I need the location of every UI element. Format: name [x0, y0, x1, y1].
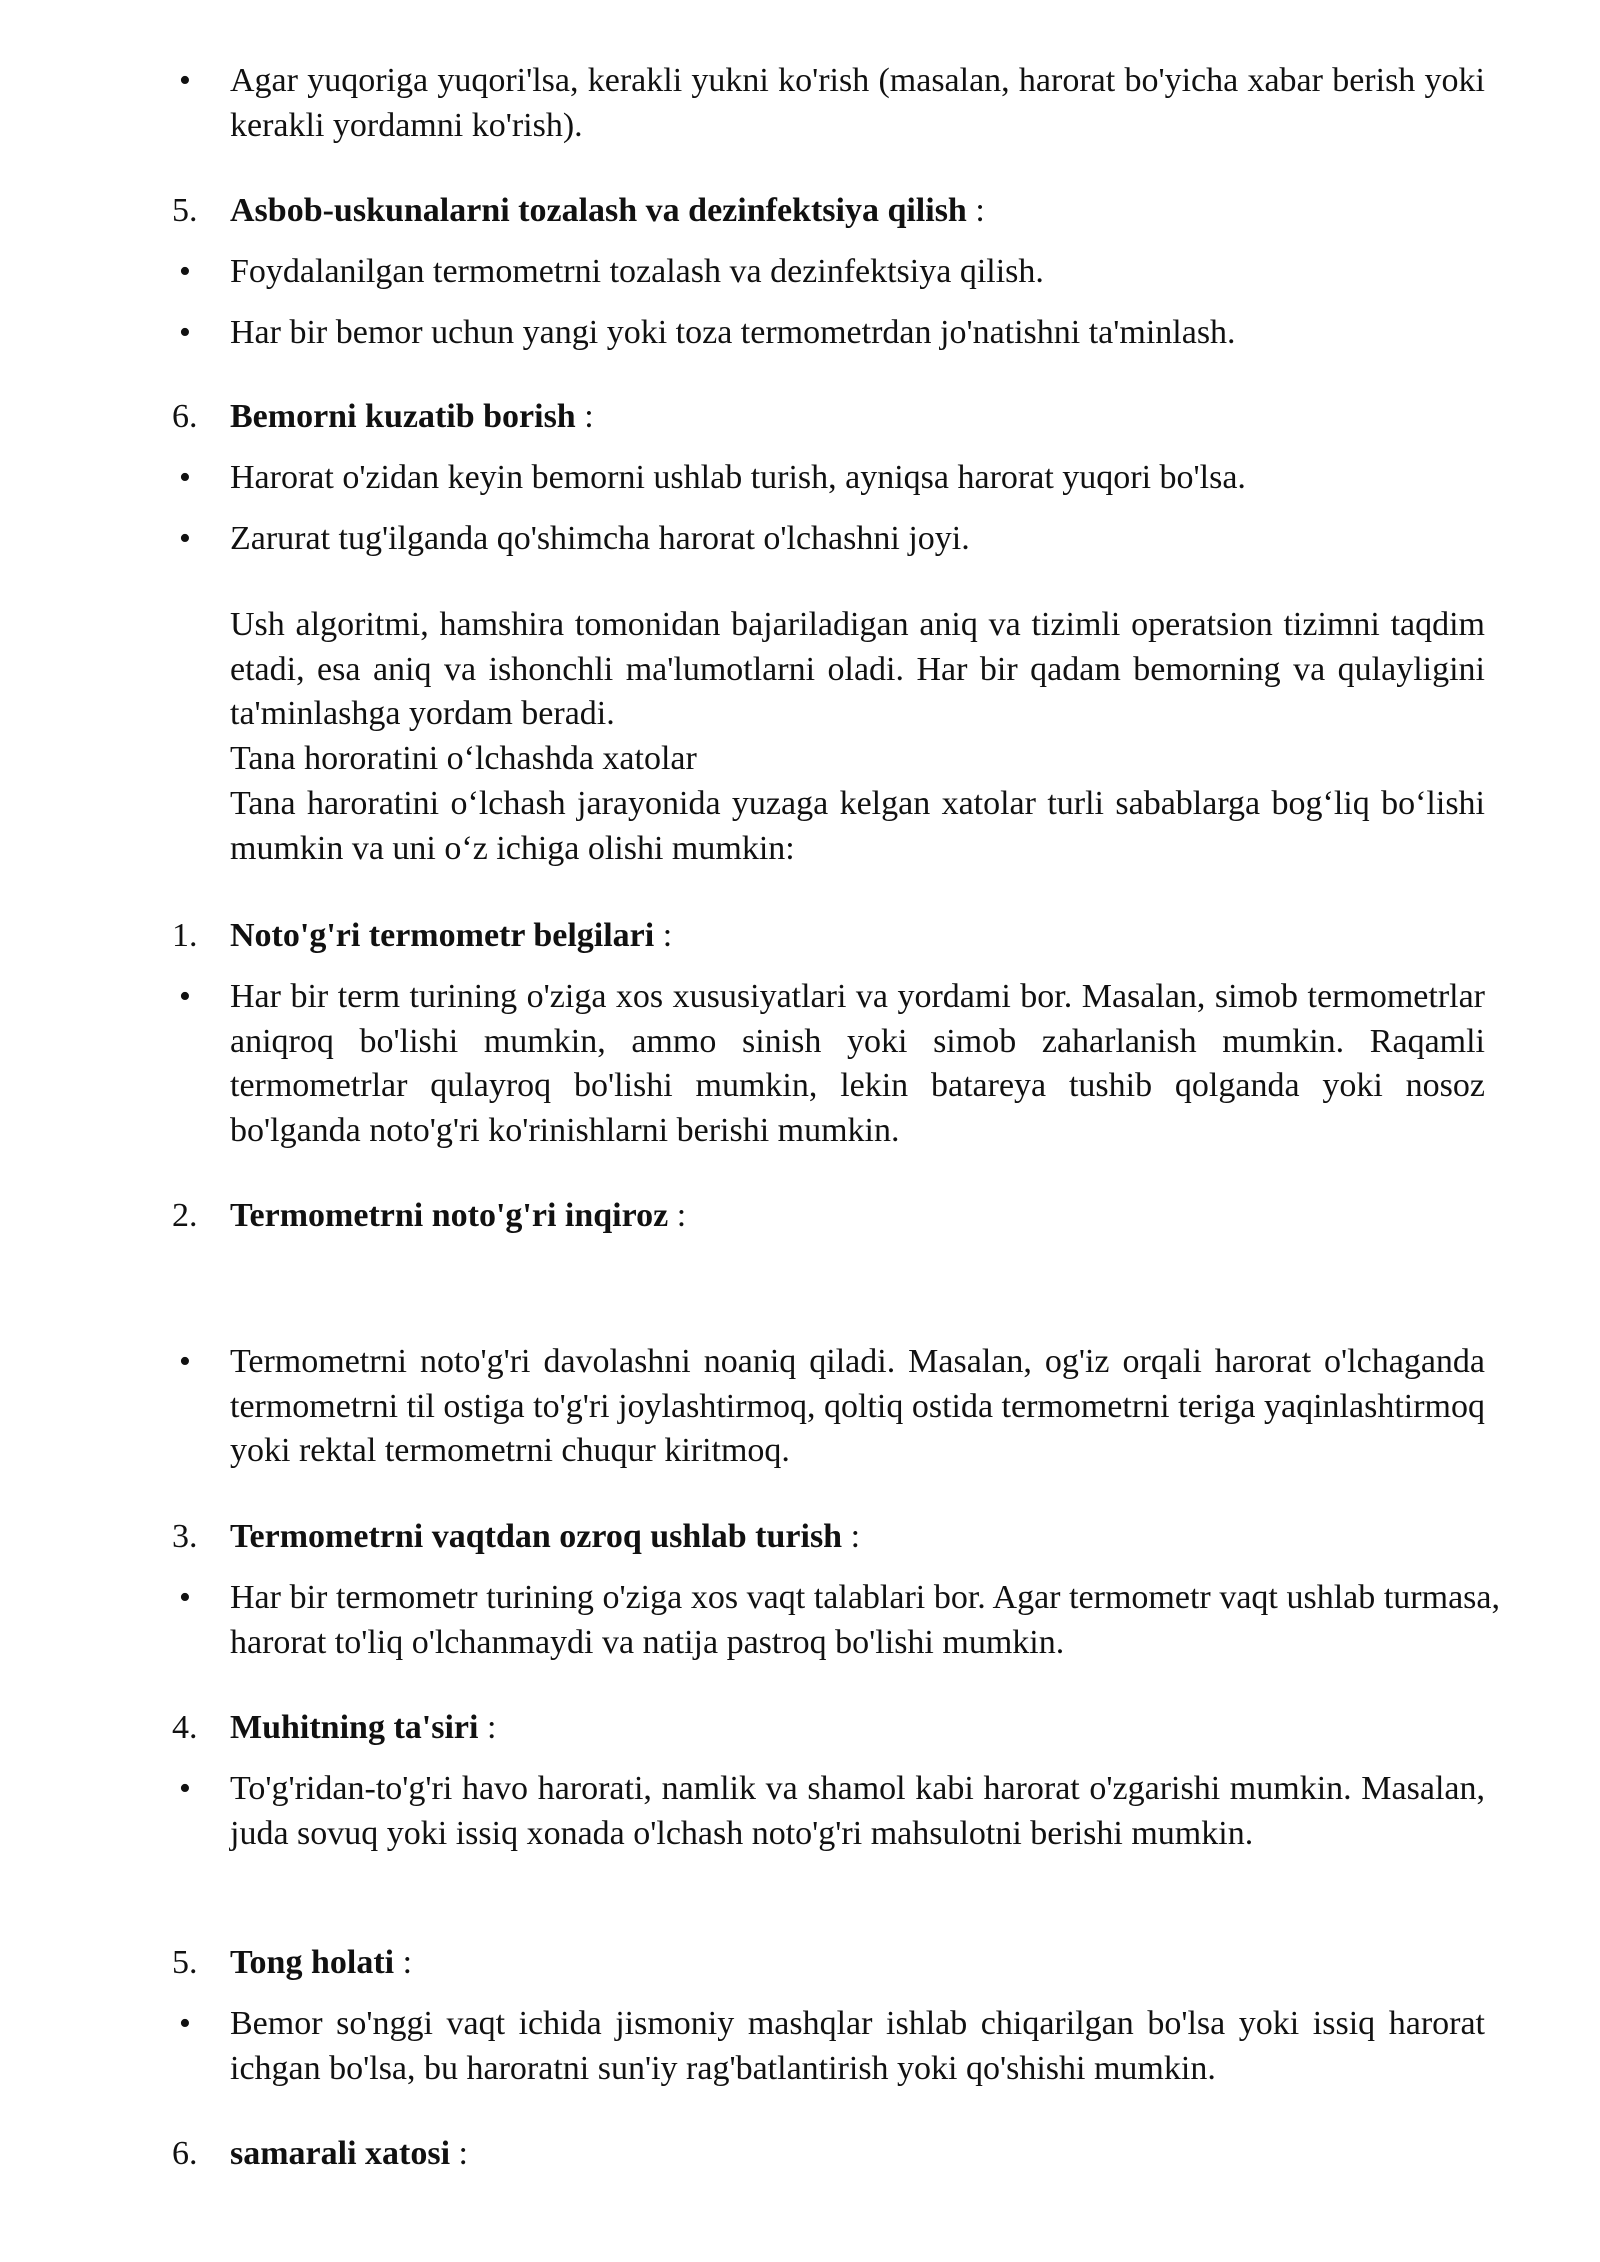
paragraph: Tana hororatini o‘lchashda xatolar — [230, 740, 697, 777]
heading-title: samarali xatosi — [230, 2135, 451, 2172]
bullet-marker: • — [179, 1343, 191, 1380]
heading-number: 1. — [172, 917, 198, 954]
list-item-text: Harorat o'zidan keyin bemorni ushlab turish, ayniqsa harorat yuqori bo'lsa. — [230, 459, 1246, 496]
bullet-marker: • — [179, 253, 191, 290]
heading-suffix: : — [394, 1944, 413, 1981]
heading-suffix: : — [966, 192, 985, 229]
heading-title: Tong holati — [230, 1944, 395, 1981]
heading-title: Termometrni vaqtdan ozroq ushlab turish — [230, 1518, 843, 1555]
bullet-marker: • — [179, 978, 191, 1015]
heading-number: 3. — [172, 1518, 198, 1555]
heading-title: Muhitning ta'siri — [230, 1709, 479, 1746]
heading-title: Bemorni kuzatib borish — [230, 398, 576, 435]
heading-number: 6. — [172, 2135, 198, 2172]
heading-suffix: : — [575, 398, 594, 435]
paragraph: Ush algoritmi, hamshira tomonidan bajariladigan aniq va tizimli operatsion tizimni taqdim etadi, esa aniq va ishonchli ma'lumotlarni oladi. Har bir qadam bemorning va qulayligini ta'minlashga yordam beradi. — [230, 606, 1485, 732]
heading-number: 6. — [172, 398, 198, 435]
heading-number: 4. — [172, 1709, 198, 1746]
list-item-text: Zarurat tug'ilganda qo'shimcha harorat o'lchashni joyi. — [230, 520, 970, 557]
bullet-marker: • — [179, 62, 191, 99]
bullet-marker: • — [179, 1579, 191, 1616]
bullet-marker: • — [179, 520, 191, 557]
list-item-text: Har bir term turining o'ziga xos xususiyatlari va yordami bor. Masalan, simob termometrlar aniqroq bo'lishi mumkin, ammo sinish yoki simob zaharlanish mumkin. Raqamli termometrlar qulayroq bo'lishi mumkin, lekin batareya tushib qolganda yoki nosoz bo'lganda noto'g'ri ko'rinishlarni berishi mumkin. — [230, 978, 1485, 1149]
heading-number: 5. — [172, 192, 198, 229]
heading-number: 5. — [172, 1944, 198, 1981]
list-item-text: Har bir bemor uchun yangi yoki toza termometrdan jo'natishni ta'minlash. — [230, 314, 1236, 351]
heading-suffix: : — [668, 1197, 687, 1234]
heading-suffix: : — [654, 917, 673, 954]
heading-title: Asbob-uskunalarni tozalash va dezinfektsiya qilish — [230, 192, 967, 229]
list-item-text: Termometrni noto'g'ri davolashni noaniq qiladi. Masalan, og'iz orqali harorat o'lchaganda termometrni til ostiga to'g'ri joylashtirmoq, qoltiq ostida termometrni teriga yaqinlashtirmoq yoki rektal termometrni chuqur kiritmoq. — [230, 1343, 1485, 1469]
heading-title: Termometrni noto'g'ri inqiroz — [230, 1197, 669, 1234]
bullet-marker: • — [179, 1770, 191, 1807]
heading-number: 2. — [172, 1197, 198, 1234]
paragraph: Tana haroratini o‘lchash jarayonida yuzaga kelgan xatolar turli sabablarga bog‘liq bo‘lishi mumkin va uni o‘z ichiga olishi mumkin: — [230, 785, 1485, 867]
heading-suffix: : — [478, 1709, 497, 1746]
list-item-text: Bemor so'nggi vaqt ichida jismoniy mashqlar ishlab chiqarilgan bo'lsa yoki issiq harorat ichgan bo'lsa, bu haroratni sun'iy rag'batlantirish yoki qo'shishi mumkin. — [230, 2005, 1485, 2087]
list-item-text: Foydalanilgan termometrni tozalash va dezinfektsiya qilish. — [230, 253, 1044, 290]
list-item-text: To'g'ridan-to'g'ri havo harorati, namlik va shamol kabi harorat o'zgarishi mumkin. Masalan, juda sovuq yoki issiq xonada o'lchash noto'g'ri mahsulotni berishi mumkin. — [230, 1770, 1485, 1852]
bullet-marker: • — [179, 2005, 191, 2042]
heading-suffix: : — [450, 2135, 468, 2172]
bullet-marker: • — [179, 459, 191, 496]
heading-suffix: : — [842, 1518, 861, 1555]
heading-title: Noto'g'ri termometr belgilari — [230, 917, 655, 954]
list-item-text: Agar yuqoriga yuqori'lsa, kerakli yukni ko'rish (masalan, harorat bo'yicha xabar berish yoki kerakli yordamni ko'rish). — [230, 62, 1485, 144]
list-item-text: Har bir termometr turining o'ziga xos vaqt talablari bor. Agar termometr vaqt ushlab turmasa, harorat to'liq o'lchanmaydi va natija pastroq bo'lishi mumkin. — [230, 1579, 1500, 1661]
bullet-marker: • — [179, 314, 191, 351]
